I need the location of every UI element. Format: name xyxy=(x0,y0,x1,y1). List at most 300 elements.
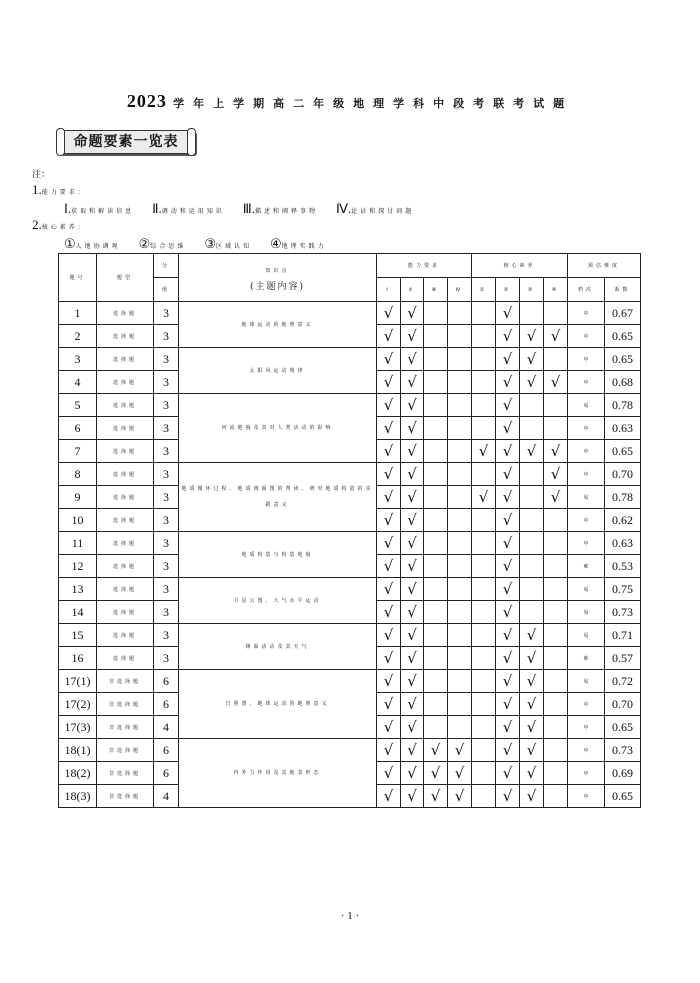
ability-check-cell: √ xyxy=(377,762,401,785)
header-literacy-1: ① xyxy=(472,278,496,302)
ability-check-cell: √ xyxy=(377,670,401,693)
difficulty-level: 中 xyxy=(568,716,605,739)
literacy-check-cell: √ xyxy=(520,647,544,670)
header-level: 档次 xyxy=(568,278,605,302)
ability-check-cell: √ xyxy=(401,601,424,624)
difficulty-coefficient: 0.75 xyxy=(605,578,641,601)
question-number: 3 xyxy=(59,348,97,371)
table-row xyxy=(59,624,641,647)
difficulty-coefficient: 0.69 xyxy=(605,762,641,785)
difficulty-level: 中 xyxy=(568,440,605,463)
difficulty-level: 中 xyxy=(568,348,605,371)
ability-check-cell xyxy=(448,348,472,371)
ability-check-cell xyxy=(448,693,472,716)
literacy-check-cell xyxy=(472,463,496,486)
note-item: ①人地协调观 xyxy=(64,236,121,251)
scroll-left-decoration xyxy=(56,128,65,156)
difficulty-level: 中 xyxy=(568,785,605,808)
ability-check-cell: √ xyxy=(424,739,448,762)
question-type: 非选择题 xyxy=(97,716,154,739)
question-number: 8 xyxy=(59,463,97,486)
literacy-check-cell: √ xyxy=(520,325,544,348)
header-literacy-3: ③ xyxy=(520,278,544,302)
question-number: 7 xyxy=(59,440,97,463)
ability-check-cell: √ xyxy=(377,371,401,394)
question-score: 4 xyxy=(154,785,179,808)
literacy-check-cell xyxy=(472,601,496,624)
note-item: Ⅲ.描述和阐释事物 xyxy=(242,201,319,216)
header-ability-3: Ⅲ xyxy=(424,278,448,302)
literacy-check-cell: √ xyxy=(520,739,544,762)
ability-check-cell: √ xyxy=(401,371,424,394)
literacy-check-cell: √ xyxy=(544,325,568,348)
difficulty-coefficient: 0.65 xyxy=(605,348,641,371)
ability-check-cell xyxy=(448,509,472,532)
literacy-check-cell xyxy=(472,532,496,555)
literacy-check-cell: √ xyxy=(520,371,544,394)
ability-check-cell xyxy=(448,325,472,348)
literacy-check-cell xyxy=(520,578,544,601)
ability-check-cell xyxy=(424,371,448,394)
question-number: 5 xyxy=(59,394,97,417)
literacy-check-cell xyxy=(544,647,568,670)
literacy-check-cell: √ xyxy=(496,762,520,785)
ability-check-cell: √ xyxy=(448,739,472,762)
literacy-check-cell: √ xyxy=(496,509,520,532)
note-item: Ⅱ.调动和运用知识 xyxy=(152,201,225,216)
knowledge-point: 太阳风运动规律 xyxy=(179,348,377,394)
ability-check-cell: √ xyxy=(377,785,401,808)
difficulty-coefficient: 0.78 xyxy=(605,486,641,509)
question-type: 选择题 xyxy=(97,394,154,417)
question-score: 3 xyxy=(154,601,179,624)
question-number: 12 xyxy=(59,555,97,578)
knowledge-point: 地质循环过程、地质剖面图的判读、研究地质构造的实践意义 xyxy=(179,463,377,532)
question-score: 3 xyxy=(154,463,179,486)
ability-check-cell xyxy=(424,601,448,624)
difficulty-level: 中 xyxy=(568,371,605,394)
literacy-check-cell: √ xyxy=(496,325,520,348)
difficulty-level: 中 xyxy=(568,417,605,440)
difficulty-coefficient: 0.73 xyxy=(605,739,641,762)
literacy-check-cell xyxy=(472,670,496,693)
difficulty-level: 中 xyxy=(568,532,605,555)
ability-check-cell: √ xyxy=(401,716,424,739)
ability-check-cell xyxy=(424,647,448,670)
question-score: 6 xyxy=(154,762,179,785)
literacy-check-cell: √ xyxy=(520,785,544,808)
header-ability: 能力要求 xyxy=(377,254,472,278)
literacy-check-cell: √ xyxy=(496,578,520,601)
ability-check-cell: √ xyxy=(377,647,401,670)
ability-check-cell xyxy=(424,693,448,716)
literacy-check-cell: √ xyxy=(472,440,496,463)
ability-check-cell: √ xyxy=(377,463,401,486)
knowledge-point: 内外力作用及其地表形态 xyxy=(179,739,377,808)
question-number: 17(1) xyxy=(59,670,97,693)
ability-check-cell: √ xyxy=(401,348,424,371)
header-ability-1: Ⅰ xyxy=(377,278,401,302)
difficulty-level: 易 xyxy=(568,601,605,624)
question-number: 1 xyxy=(59,302,97,325)
ability-check-cell xyxy=(448,670,472,693)
literacy-check-cell xyxy=(472,417,496,440)
title-text: 学年上学期高二年级地理学科中段考联考试题 xyxy=(173,97,574,110)
question-type: 非选择题 xyxy=(97,693,154,716)
literacy-check-cell xyxy=(544,532,568,555)
header-literacy-4: ④ xyxy=(544,278,568,302)
ability-check-cell: √ xyxy=(401,532,424,555)
table-row xyxy=(59,532,641,555)
difficulty-coefficient: 0.63 xyxy=(605,417,641,440)
ability-check-cell xyxy=(424,325,448,348)
difficulty-coefficient: 0.72 xyxy=(605,670,641,693)
ability-check-cell xyxy=(424,302,448,325)
proposition-table xyxy=(58,253,641,808)
difficulty-level: 中 xyxy=(568,325,605,348)
question-number: 16 xyxy=(59,647,97,670)
table-row xyxy=(59,578,641,601)
ability-check-cell xyxy=(424,440,448,463)
question-number: 15 xyxy=(59,624,97,647)
literacy-check-cell: √ xyxy=(544,440,568,463)
question-type: 选择题 xyxy=(97,601,154,624)
ability-check-cell: √ xyxy=(377,486,401,509)
ability-check-cell xyxy=(424,417,448,440)
ability-check-cell: √ xyxy=(377,325,401,348)
literacy-check-cell: √ xyxy=(472,486,496,509)
table-row xyxy=(59,670,641,693)
literacy-check-cell xyxy=(544,624,568,647)
section-banner xyxy=(56,127,196,155)
ability-check-cell xyxy=(448,555,472,578)
ability-check-cell xyxy=(448,440,472,463)
question-type: 选择题 xyxy=(97,509,154,532)
question-type: 选择题 xyxy=(97,624,154,647)
note-item: ②综合思维 xyxy=(138,236,187,251)
difficulty-level: 难 xyxy=(568,647,605,670)
literacy-list xyxy=(64,236,345,252)
difficulty-level: 中 xyxy=(568,762,605,785)
note-item: Ⅰ.获取和解读信息 xyxy=(64,201,135,216)
header-literacy: 核心素养 xyxy=(472,254,568,278)
ability-check-cell xyxy=(424,509,448,532)
knowledge-point: 锋面活动及其天气 xyxy=(179,624,377,670)
note-item: ③区域认知 xyxy=(204,236,253,251)
ability-check-cell: √ xyxy=(401,440,424,463)
difficulty-coefficient: 0.68 xyxy=(605,371,641,394)
literacy-check-cell xyxy=(544,417,568,440)
table-row xyxy=(59,739,641,762)
ability-check-cell xyxy=(448,578,472,601)
literacy-check-cell: √ xyxy=(520,670,544,693)
question-score: 3 xyxy=(154,440,179,463)
ability-check-cell xyxy=(448,371,472,394)
literacy-check-cell xyxy=(472,716,496,739)
knowledge-point: 日照图、地球运动的地理意义 xyxy=(179,670,377,739)
literacy-check-cell: √ xyxy=(520,762,544,785)
ability-check-cell: √ xyxy=(448,785,472,808)
literacy-check-cell xyxy=(472,555,496,578)
question-score: 3 xyxy=(154,394,179,417)
title-year: 2023 xyxy=(126,91,167,111)
question-score: 4 xyxy=(154,716,179,739)
page-number: · 1 · xyxy=(340,910,360,922)
difficulty-level: 中 xyxy=(568,693,605,716)
literacy-check-cell xyxy=(472,348,496,371)
literacy-check-cell xyxy=(472,302,496,325)
table-row xyxy=(59,463,641,486)
question-score: 3 xyxy=(154,417,179,440)
literacy-check-cell xyxy=(520,463,544,486)
difficulty-coefficient: 0.65 xyxy=(605,325,641,348)
ability-check-cell: √ xyxy=(377,440,401,463)
ability-check-cell xyxy=(448,601,472,624)
question-score: 3 xyxy=(154,325,179,348)
header-difficulty: 预估难度 xyxy=(568,254,641,278)
banner-title: 命题要素一览表 xyxy=(73,134,179,150)
question-type: 选择题 xyxy=(97,417,154,440)
ability-check-cell: √ xyxy=(424,762,448,785)
ability-check-cell xyxy=(424,578,448,601)
ability-check-cell: √ xyxy=(401,302,424,325)
question-number: 18(1) xyxy=(59,739,97,762)
ability-check-cell: √ xyxy=(377,509,401,532)
table-row xyxy=(59,394,641,417)
question-type: 非选择题 xyxy=(97,785,154,808)
difficulty-level: 易 xyxy=(568,578,605,601)
ability-check-cell xyxy=(424,394,448,417)
literacy-check-cell: √ xyxy=(496,739,520,762)
ability-check-cell: √ xyxy=(401,394,424,417)
literacy-check-cell xyxy=(544,348,568,371)
ability-check-cell xyxy=(448,532,472,555)
ability-check-cell xyxy=(424,555,448,578)
ability-check-cell: √ xyxy=(377,601,401,624)
difficulty-level: 易 xyxy=(568,486,605,509)
question-score: 3 xyxy=(154,371,179,394)
knowledge-point: 地球运动的地理意义 xyxy=(179,302,377,348)
literacy-check-cell xyxy=(544,785,568,808)
ability-check-cell: √ xyxy=(401,325,424,348)
table-row xyxy=(59,302,641,325)
literacy-check-cell xyxy=(544,509,568,532)
ability-check-cell xyxy=(448,463,472,486)
literacy-heading: 2.核心素养： xyxy=(32,217,87,232)
difficulty-coefficient: 0.57 xyxy=(605,647,641,670)
question-type: 选择题 xyxy=(97,463,154,486)
literacy-check-cell xyxy=(520,394,544,417)
literacy-check-cell: √ xyxy=(496,647,520,670)
difficulty-coefficient: 0.65 xyxy=(605,785,641,808)
question-number: 17(2) xyxy=(59,693,97,716)
ability-check-cell: √ xyxy=(401,463,424,486)
ability-check-cell: √ xyxy=(401,624,424,647)
ability-check-cell xyxy=(448,716,472,739)
ability-check-cell: √ xyxy=(377,417,401,440)
question-score: 6 xyxy=(154,693,179,716)
question-number: 11 xyxy=(59,532,97,555)
literacy-check-cell xyxy=(544,601,568,624)
literacy-check-cell xyxy=(472,693,496,716)
literacy-check-cell xyxy=(472,624,496,647)
question-number: 9 xyxy=(59,486,97,509)
literacy-check-cell: √ xyxy=(496,670,520,693)
literacy-check-cell xyxy=(520,601,544,624)
literacy-check-cell xyxy=(544,394,568,417)
ability-check-cell xyxy=(448,417,472,440)
ability-check-cell xyxy=(424,716,448,739)
literacy-check-cell xyxy=(544,693,568,716)
literacy-check-cell xyxy=(472,762,496,785)
ability-check-cell: √ xyxy=(377,716,401,739)
header-knowledge: 知识点 (主题内容) xyxy=(179,254,377,302)
ability-check-cell xyxy=(448,624,472,647)
ability-check-cell: √ xyxy=(377,624,401,647)
question-score: 6 xyxy=(154,739,179,762)
header-type: 题型 xyxy=(97,254,154,302)
ability-check-cell: √ xyxy=(401,739,424,762)
literacy-check-cell xyxy=(544,762,568,785)
question-score: 3 xyxy=(154,486,179,509)
ability-check-cell: √ xyxy=(401,670,424,693)
literacy-check-cell xyxy=(472,394,496,417)
question-type: 选择题 xyxy=(97,371,154,394)
difficulty-coefficient: 0.70 xyxy=(605,463,641,486)
question-type: 选择题 xyxy=(97,486,154,509)
header-coef: 系数 xyxy=(605,278,641,302)
question-score: 3 xyxy=(154,624,179,647)
ability-check-cell: √ xyxy=(424,785,448,808)
knowledge-point: 河流地貌及其对人类活动的影响 xyxy=(179,394,377,463)
literacy-check-cell xyxy=(520,417,544,440)
ability-check-cell: √ xyxy=(377,578,401,601)
ability-check-cell xyxy=(448,486,472,509)
literacy-check-cell: √ xyxy=(496,532,520,555)
ability-check-cell: √ xyxy=(448,762,472,785)
ability-check-cell xyxy=(424,486,448,509)
question-type: 选择题 xyxy=(97,325,154,348)
literacy-check-cell xyxy=(544,739,568,762)
question-score: 6 xyxy=(154,670,179,693)
question-score: 3 xyxy=(154,509,179,532)
ability-check-cell: √ xyxy=(401,509,424,532)
notes-prefix: 注： xyxy=(32,170,51,180)
literacy-check-cell: √ xyxy=(544,371,568,394)
ability-check-cell: √ xyxy=(377,394,401,417)
literacy-check-cell: √ xyxy=(496,394,520,417)
literacy-check-cell: √ xyxy=(544,486,568,509)
literacy-check-cell: √ xyxy=(496,371,520,394)
difficulty-level: 难 xyxy=(568,555,605,578)
document-title xyxy=(0,91,700,112)
literacy-check-cell xyxy=(472,578,496,601)
literacy-check-cell xyxy=(472,371,496,394)
ability-check-cell: √ xyxy=(401,785,424,808)
literacy-check-cell xyxy=(472,785,496,808)
literacy-check-cell: √ xyxy=(520,693,544,716)
literacy-check-cell xyxy=(520,302,544,325)
literacy-check-cell xyxy=(544,670,568,693)
literacy-check-cell xyxy=(472,509,496,532)
difficulty-coefficient: 0.65 xyxy=(605,440,641,463)
header-score-top: 分 xyxy=(154,254,179,278)
question-number: 2 xyxy=(59,325,97,348)
difficulty-coefficient: 0.73 xyxy=(605,601,641,624)
difficulty-coefficient: 0.70 xyxy=(605,693,641,716)
difficulty-coefficient: 0.67 xyxy=(605,302,641,325)
ability-list xyxy=(64,201,432,217)
ability-check-cell: √ xyxy=(401,578,424,601)
ability-check-cell: √ xyxy=(377,302,401,325)
literacy-check-cell: √ xyxy=(496,348,520,371)
ability-check-cell xyxy=(424,463,448,486)
difficulty-coefficient: 0.71 xyxy=(605,624,641,647)
question-type: 选择题 xyxy=(97,555,154,578)
header-ability-2: Ⅱ xyxy=(401,278,424,302)
literacy-check-cell xyxy=(544,555,568,578)
literacy-check-cell: √ xyxy=(496,463,520,486)
question-score: 3 xyxy=(154,348,179,371)
literacy-check-cell: √ xyxy=(496,624,520,647)
difficulty-level: 中 xyxy=(568,302,605,325)
literacy-check-cell: √ xyxy=(544,463,568,486)
question-number: 6 xyxy=(59,417,97,440)
question-number: 18(3) xyxy=(59,785,97,808)
ability-check-cell: √ xyxy=(377,348,401,371)
question-type: 选择题 xyxy=(97,348,154,371)
difficulty-level: 中 xyxy=(568,739,605,762)
note-item: ④地理实践力 xyxy=(270,236,327,251)
literacy-check-cell xyxy=(472,325,496,348)
ability-check-cell xyxy=(424,624,448,647)
header-ability-4: Ⅳ xyxy=(448,278,472,302)
question-score: 3 xyxy=(154,647,179,670)
question-number: 13 xyxy=(59,578,97,601)
literacy-check-cell xyxy=(472,647,496,670)
literacy-check-cell xyxy=(544,302,568,325)
literacy-check-cell: √ xyxy=(496,693,520,716)
question-number: 14 xyxy=(59,601,97,624)
ability-check-cell xyxy=(424,670,448,693)
literacy-check-cell: √ xyxy=(496,302,520,325)
ability-check-cell xyxy=(424,532,448,555)
question-score: 3 xyxy=(154,578,179,601)
header-literacy-2: ② xyxy=(496,278,520,302)
table-row xyxy=(59,348,641,371)
header-no: 题号 xyxy=(59,254,97,302)
difficulty-level: 易 xyxy=(568,394,605,417)
question-type: 非选择题 xyxy=(97,739,154,762)
question-type: 选择题 xyxy=(97,440,154,463)
ability-check-cell: √ xyxy=(377,532,401,555)
header-score-bottom: 值 xyxy=(154,278,179,302)
literacy-check-cell xyxy=(520,532,544,555)
literacy-check-cell xyxy=(544,716,568,739)
ability-check-cell: √ xyxy=(401,647,424,670)
question-number: 4 xyxy=(59,371,97,394)
ability-heading: 1.能力要求： xyxy=(32,182,87,197)
difficulty-level: 中 xyxy=(568,463,605,486)
difficulty-coefficient: 0.78 xyxy=(605,394,641,417)
question-number: 17(3) xyxy=(59,716,97,739)
difficulty-coefficient: 0.62 xyxy=(605,509,641,532)
table-body xyxy=(59,302,641,808)
question-number: 18(2) xyxy=(59,762,97,785)
literacy-check-cell xyxy=(544,578,568,601)
ability-check-cell: √ xyxy=(377,739,401,762)
ability-check-cell: √ xyxy=(377,555,401,578)
